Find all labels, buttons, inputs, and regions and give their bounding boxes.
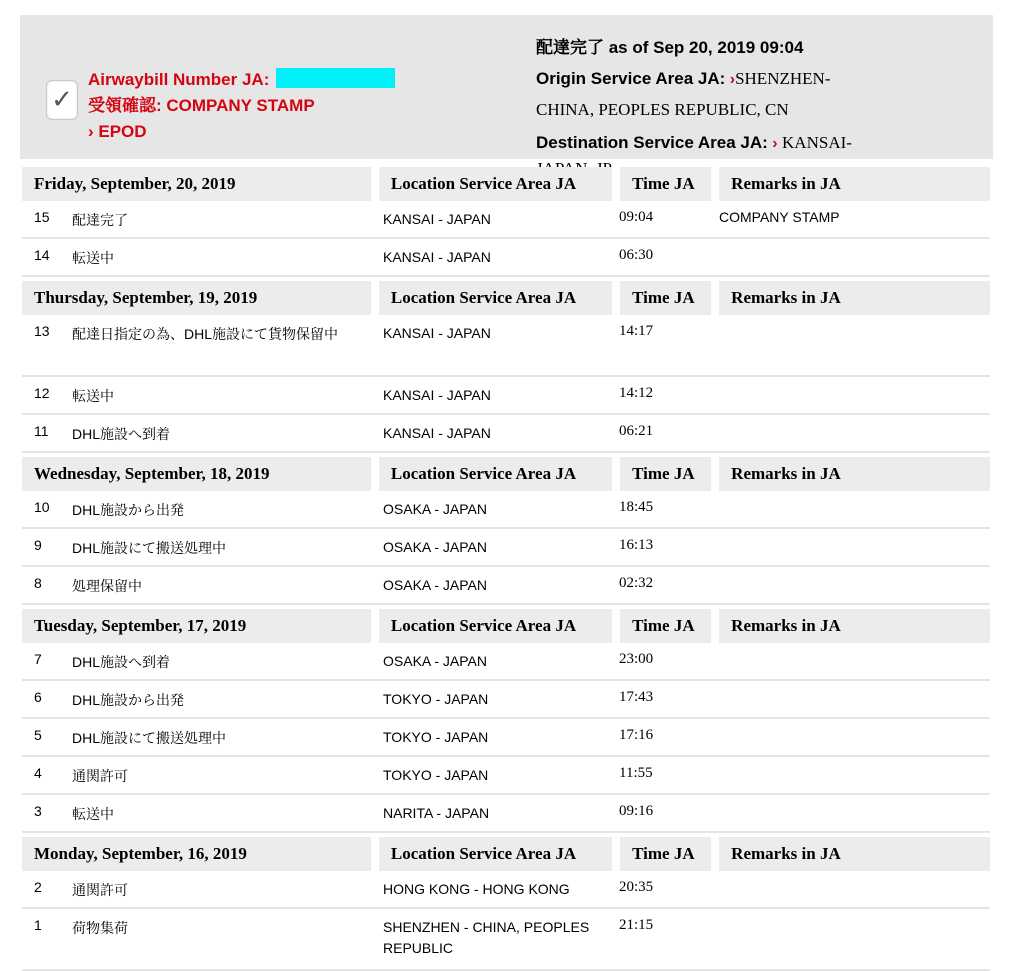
event-description: DHL施設にて搬送処理中	[72, 730, 227, 746]
event-description: 配達日指定の為、DHL施設にて貨物保留中	[72, 326, 339, 342]
event-remarks	[707, 681, 957, 717]
event-location: KANSAI - JAPAN	[383, 387, 491, 403]
event-number: 8	[34, 575, 42, 591]
event-number: 14	[34, 247, 50, 263]
destination-label: Destination Service Area JA:	[536, 133, 768, 152]
column-header-time: Time JA	[620, 457, 711, 491]
column-header-remarks: Remarks in JA	[719, 281, 990, 315]
tracking-history-table	[22, 167, 990, 971]
event-remarks	[707, 377, 957, 413]
column-header-location: Location Service Area JA	[379, 167, 612, 201]
day-date: Friday, September, 20, 2019	[22, 167, 371, 201]
event-remarks	[707, 491, 957, 527]
column-header-remarks: Remarks in JA	[719, 167, 990, 201]
day-date: Tuesday, September, 17, 2019	[22, 609, 371, 643]
column-header-time: Time JA	[620, 167, 711, 201]
event-description: 転送中	[72, 388, 114, 404]
origin-label: Origin Service Area JA:	[536, 69, 726, 88]
origin-value-line-2: CHINA, PEOPLES REPUBLIC, CN	[536, 100, 789, 119]
event-location: NARITA - JAPAN	[383, 805, 490, 821]
column-header-time: Time JA	[620, 609, 711, 643]
event-description: 通関許可	[72, 768, 128, 784]
event-row	[22, 643, 990, 681]
event-row	[22, 871, 990, 909]
column-header-time: Time JA	[620, 281, 711, 315]
event-time: 14:17	[619, 323, 654, 339]
day-header	[22, 457, 990, 491]
event-number: 4	[34, 765, 42, 781]
event-remarks	[707, 529, 957, 565]
event-remarks	[707, 719, 957, 755]
event-remarks	[707, 757, 957, 793]
event-location: KANSAI - JAPAN	[383, 325, 491, 341]
event-remarks: COMPANY STAMP	[719, 209, 840, 225]
event-remarks	[707, 239, 957, 275]
destination-arrow-icon[interactable]: ›	[772, 135, 778, 152]
event-row	[22, 315, 990, 377]
event-remarks	[707, 567, 957, 603]
event-number: 6	[34, 689, 42, 705]
event-location: OSAKA - JAPAN	[383, 539, 487, 555]
epod-link[interactable]: › EPOD	[88, 122, 147, 141]
column-header-location: Location Service Area JA	[379, 609, 612, 643]
event-location: TOKYO - JAPAN	[383, 767, 489, 783]
airwaybill-number-redacted	[276, 68, 395, 88]
event-location: KANSAI - JAPAN	[383, 211, 491, 227]
event-time: 18:45	[619, 499, 654, 515]
day-header	[22, 609, 990, 643]
receipt-confirmation: 受領確認: COMPANY STAMP	[88, 96, 315, 115]
event-time: 06:30	[619, 247, 654, 263]
event-time: 06:21	[619, 423, 654, 439]
event-time: 16:13	[619, 537, 654, 553]
event-number: 3	[34, 803, 42, 819]
event-row	[22, 239, 990, 277]
event-time: 17:16	[619, 727, 654, 743]
event-row	[22, 567, 990, 605]
delivery-status: 配達完了 as of Sep 20, 2019 09:04	[536, 38, 804, 57]
event-location: TOKYO - JAPAN	[383, 729, 489, 745]
event-row	[22, 909, 990, 971]
event-description: 転送中	[72, 806, 114, 822]
event-location: KANSAI - JAPAN	[383, 249, 491, 265]
event-row	[22, 201, 990, 239]
event-remarks	[707, 315, 957, 375]
event-number: 15	[34, 209, 50, 225]
event-number: 12	[34, 385, 50, 401]
event-remarks	[707, 871, 957, 907]
day-date: Thursday, September, 19, 2019	[22, 281, 371, 315]
airwaybill-label: Airwaybill Number JA:	[88, 70, 270, 89]
event-row	[22, 377, 990, 415]
column-header-location: Location Service Area JA	[379, 281, 612, 315]
event-description: 配達完了	[72, 212, 128, 228]
event-number: 10	[34, 499, 50, 515]
event-time: 17:43	[619, 689, 654, 705]
event-time: 20:35	[619, 879, 654, 895]
event-location: SHENZHEN - CHINA, PEOPLES REPUBLIC	[383, 919, 590, 956]
event-remarks	[707, 415, 957, 451]
event-description: DHL施設から出発	[72, 502, 185, 518]
event-row	[22, 415, 990, 453]
event-time: 09:04	[619, 209, 654, 225]
delivered-checkbox	[46, 80, 78, 120]
column-header-location: Location Service Area JA	[379, 457, 612, 491]
event-row	[22, 491, 990, 529]
event-number: 11	[34, 423, 49, 439]
shipment-summary-panel	[20, 15, 993, 159]
event-time: 21:15	[619, 917, 654, 933]
event-location: OSAKA - JAPAN	[383, 653, 487, 669]
event-time: 11:55	[619, 765, 653, 781]
event-row	[22, 529, 990, 567]
day-header	[22, 167, 990, 201]
day-date: Monday, September, 16, 2019	[22, 837, 371, 871]
route-info-block	[536, 33, 896, 180]
airwaybill-line	[88, 67, 395, 93]
origin-value-line-1: SHENZHEN-	[735, 69, 831, 88]
event-row	[22, 719, 990, 757]
column-header-remarks: Remarks in JA	[719, 609, 990, 643]
event-remarks	[707, 643, 957, 679]
checkmark-icon: ✓	[51, 85, 73, 115]
event-description: 通関許可	[72, 882, 128, 898]
column-header-time: Time JA	[620, 837, 711, 871]
shipment-id-block	[88, 67, 395, 145]
event-location: OSAKA - JAPAN	[383, 577, 487, 593]
origin-arrow-icon[interactable]: ›	[729, 71, 736, 88]
event-time: 23:00	[619, 651, 654, 667]
event-remarks	[707, 909, 957, 969]
event-number: 5	[34, 727, 42, 743]
event-time: 14:12	[619, 385, 654, 401]
event-time: 09:16	[619, 803, 654, 819]
event-description: 荷物集荷	[72, 920, 128, 936]
event-location: TOKYO - JAPAN	[383, 691, 489, 707]
day-date: Wednesday, September, 18, 2019	[22, 457, 371, 491]
destination-value-line-1: KANSAI-	[782, 133, 852, 152]
event-row	[22, 757, 990, 795]
event-description: DHL施設にて搬送処理中	[72, 540, 227, 556]
column-header-remarks: Remarks in JA	[719, 837, 990, 871]
event-number: 1	[34, 917, 42, 933]
event-number: 7	[34, 651, 42, 667]
day-header	[22, 837, 990, 871]
event-description: 処理保留中	[72, 578, 142, 594]
event-number: 9	[34, 537, 42, 553]
event-description: 転送中	[72, 250, 114, 266]
event-description: DHL施設から出発	[72, 692, 185, 708]
day-header	[22, 281, 990, 315]
event-number: 2	[34, 879, 42, 895]
event-remarks	[707, 795, 957, 831]
event-number: 13	[34, 323, 50, 339]
event-row	[22, 795, 990, 833]
column-header-remarks: Remarks in JA	[719, 457, 990, 491]
event-time: 02:32	[619, 575, 654, 591]
event-description: DHL施設へ到着	[72, 654, 171, 670]
event-description: DHL施設へ到着	[72, 426, 171, 442]
event-location: OSAKA - JAPAN	[383, 501, 487, 517]
column-header-location: Location Service Area JA	[379, 837, 612, 871]
event-row	[22, 681, 990, 719]
event-location: HONG KONG - HONG KONG	[383, 881, 570, 897]
event-location: KANSAI - JAPAN	[383, 425, 491, 441]
